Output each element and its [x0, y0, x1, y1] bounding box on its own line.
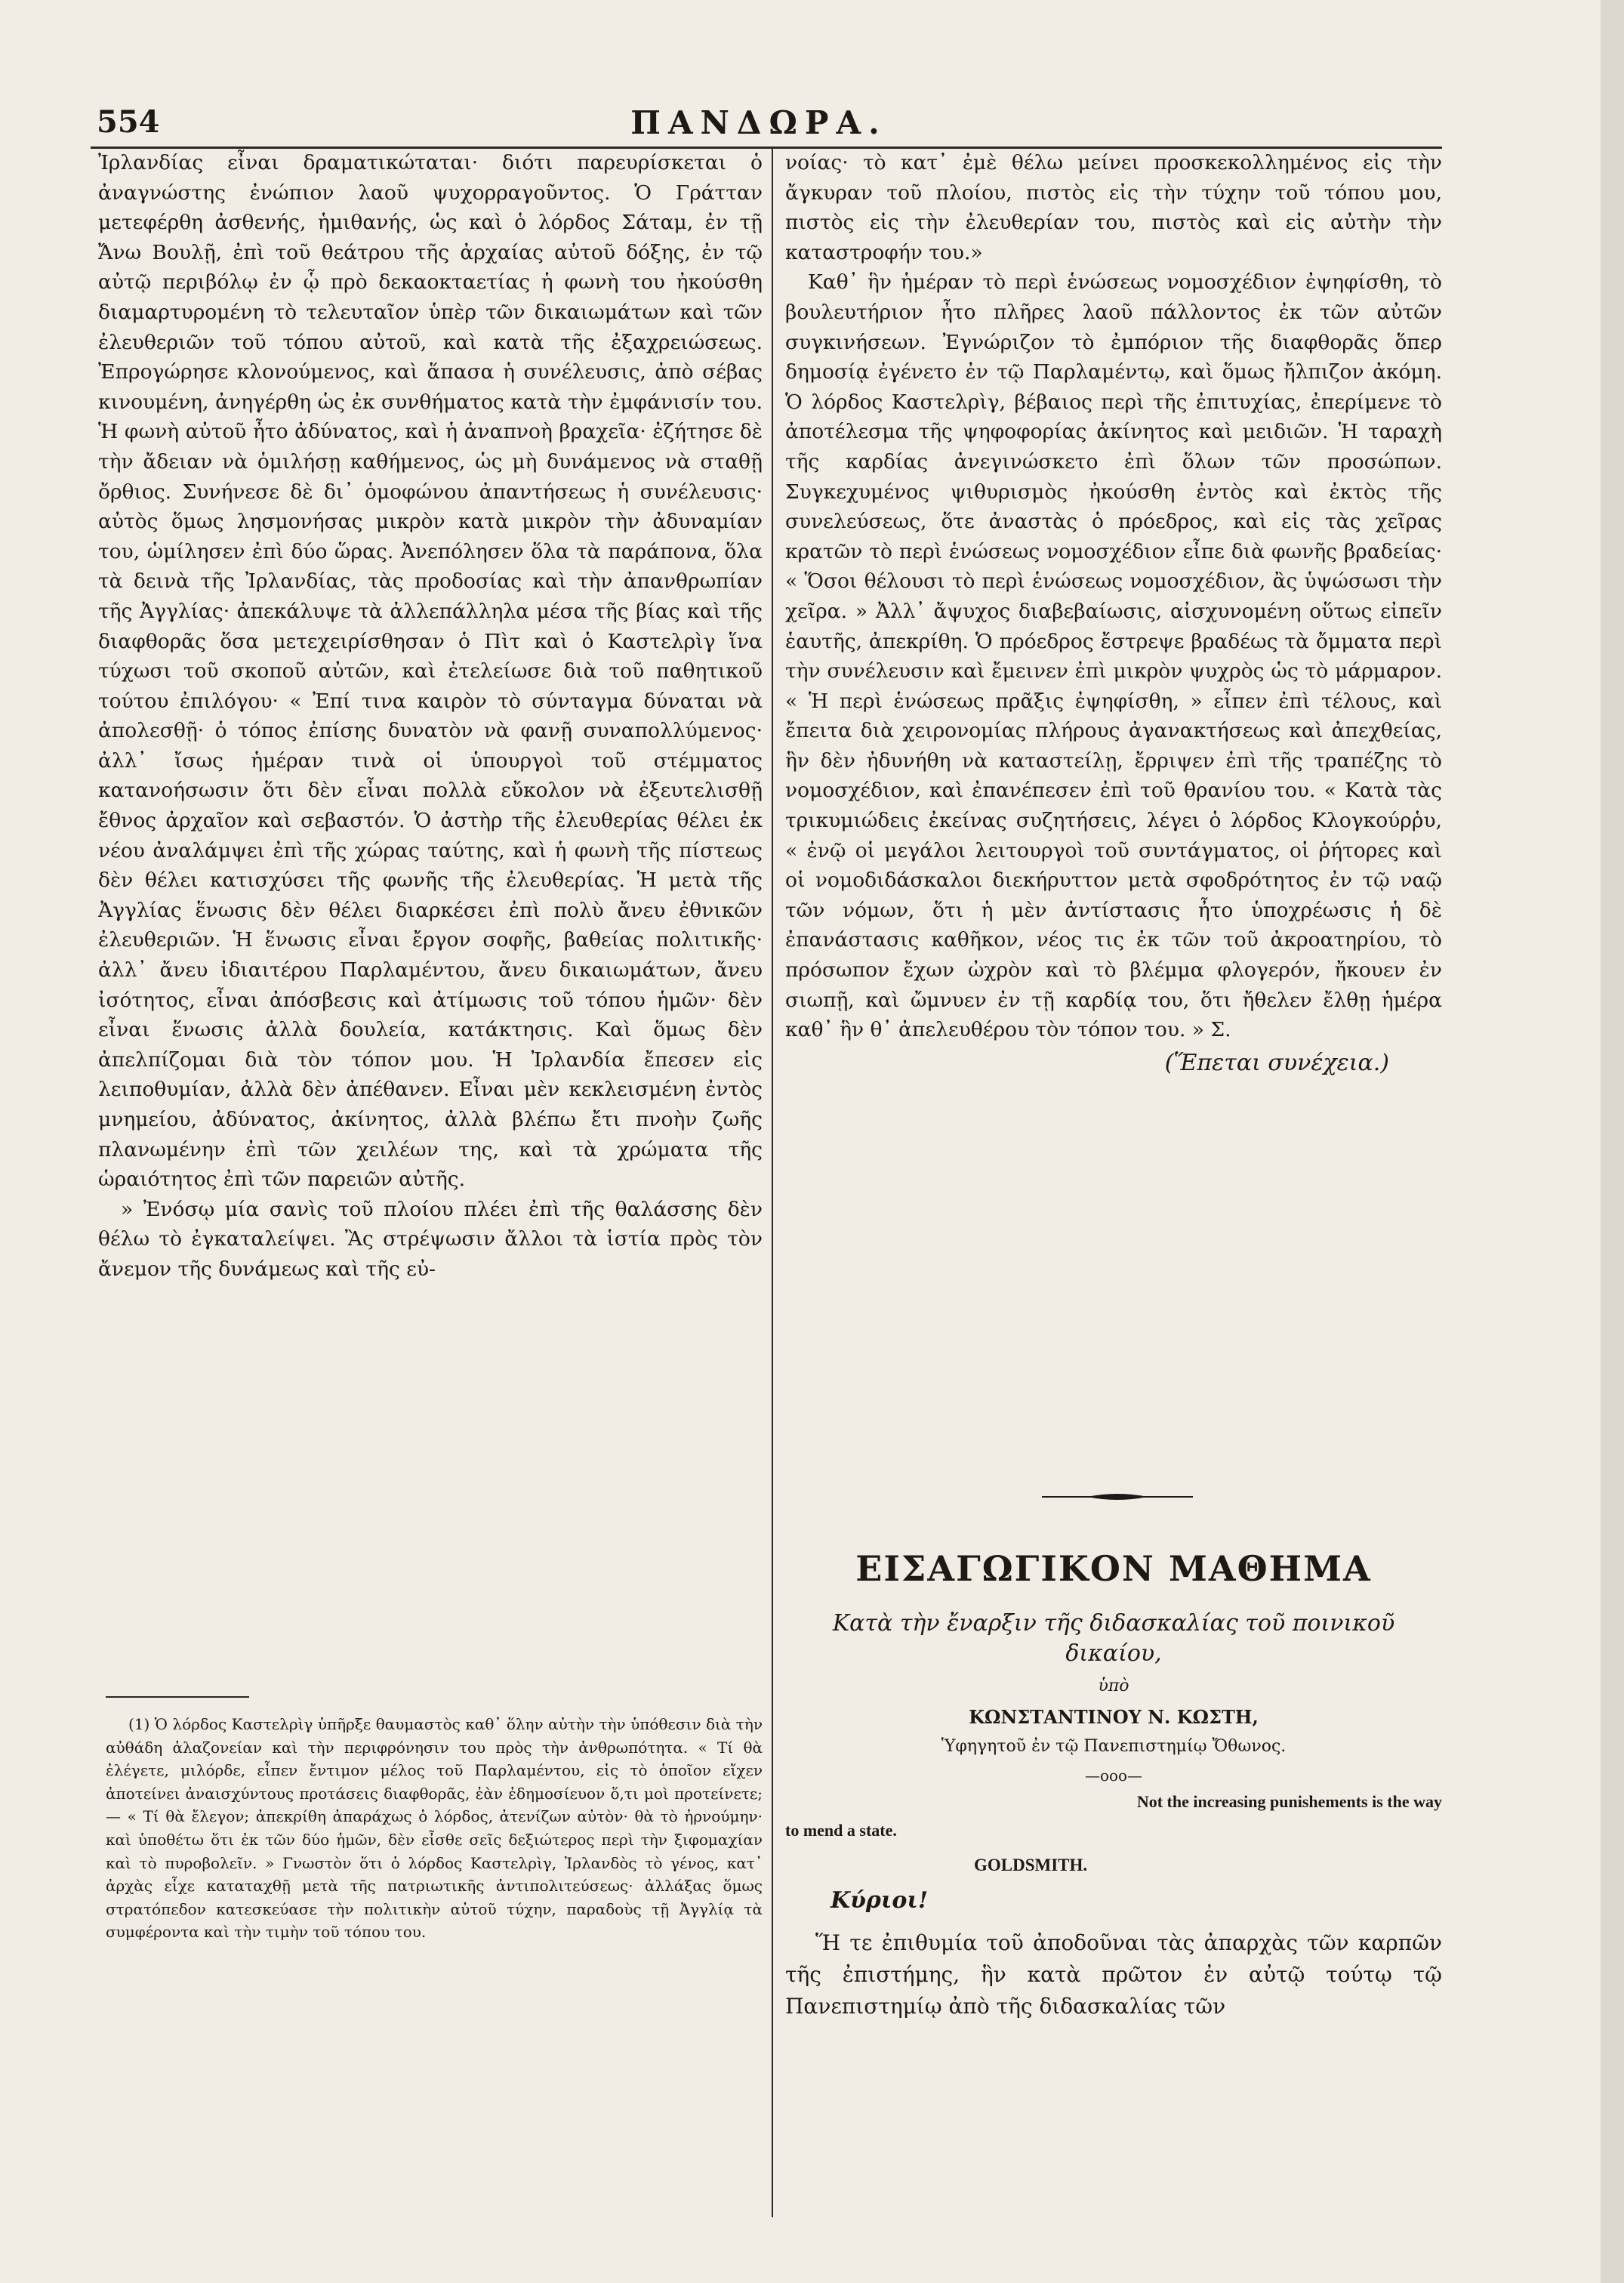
epigraph-author: GOLDSMITH. [974, 1856, 1088, 1874]
continued-note: (Ἕπεται συνέχεια.) [1164, 1049, 1389, 1076]
right-paragraph-1: νοίας· τὸ κατ᾽ ἐμὲ θέλω μείνει προσκεκολλημένος εἰς τὴν ἄγκυραν τοῦ πλοίου, πιστὸς εἰς τὴν τύχην τοῦ τόπου μου, πιστὸς εἰς τὴν ἐλευθερίαν του, πιστὸς καὶ εἰς αὐτὴν τὴν καταστροφήν του.» [785, 151, 1442, 264]
page-header [91, 98, 1427, 151]
byline-word: ὑπὸ [1098, 1677, 1129, 1695]
author-affiliation: Ὑφηγητοῦ ἐν τῷ Πανεπιστημίῳ Ὄθωνος. [941, 1737, 1287, 1756]
running-title: ΠΑΝΔΩΡΑ. [630, 104, 887, 141]
ornamental-divider [1042, 1492, 1193, 1502]
article-title: ΕΙΣΑΓΩΓΙΚΟΝ ΜΑΘΗΜΑ [855, 1548, 1372, 1589]
left-paragraph-2: » Ἐνόσῳ μία σανὶς τοῦ πλοίου πλέει ἐπὶ τῆς θαλάσσης δὲν θέλω τὸ ἐγκαταλείψει. Ἂς στρέψωσιν ἄλλοι τὰ ἱστία πρὸς τὸν ἄνεμον τῆς δυνάμεως καὶ τῆς εὐ- [98, 1197, 763, 1281]
column-divider [772, 148, 773, 2217]
footnote-text: (1) Ὁ λόρδος Καστελρὶγ ὑπῆρξε θαυμαστὸς καθ᾽ ὅλην αὐτὴν τὴν ὑπόθεσιν διὰ τὴν αὐθάδη ἀλαζονείαν καὶ τὴν περιφρόνησιν του πρὸς τὴν ἀνθρωπότητα. « Τί θὰ ἐλέγετε, μιλόρδε, εἶπεν ἔντιμον μέλος τοῦ Παρλαμέντου, εἰς τὸ ὁποῖον εἴχεν ἀποτείνει ἀναισχύντους προτάσεις διαφθορᾶς, ἐὰν ἐδημοσίευον ὅ,τι μοὶ προτείνετε; — « Τί θὰ ἔλεγον; ἀπεκρίθη ἀπαράχως ὁ λόρδος, ἀτενίζων αὐτὸν· θὰ τὸ ἠρνούμην· καὶ ὑποθέτω ὅτι ἐκ τῶν δύο ἡμῶν, δὲν εἶσθε σεῖς δεξιώτερος περὶ τὴν ξιφομαχίαν καὶ τὸ πυροβολεῖν. » Γνωστὸν ὅτι ὁ λόρδος Καστελρὶγ, Ἰρλανδὸς τὸ γένος, κατ᾽ ἀρχὰς εἶχε καταταχθῇ μετὰ τῆς πατριωτικῆς ἀντιπολιτεύσεως· ἀλλάξας ὅμως στρατόπεδον κατεσκεύασε τὴν πολιτικὴν αὐτοῦ τύχην, παραδοὺς τῇ Ἀγγλίᾳ τὰ συμφέροντα καὶ τὴν τιμὴν τοῦ τόπου του. [106, 1715, 763, 1942]
epigraph-line-1: Not the increasing punishements is the way [1136, 1792, 1442, 1811]
footnote-rule [106, 1696, 249, 1698]
article-intro-lecture [785, 1548, 1442, 2258]
article-subtitle: Κατὰ τὴν ἔναρξιν τῆς διδασκαλίας τοῦ ποινικοῦ δικαίου, [832, 1610, 1395, 1667]
page-number: 554 [97, 104, 160, 140]
article-body: Ἥ τε ἐπιθυμία τοῦ ἀποδοῦναι τὰς ἀπαρχὰς τῶν καρπῶν τῆς ἐπιστήμης, ἣν κατὰ πρῶτον ἐν αὐτῷ τούτῳ τῷ Πανεπιστημίῳ ἀπὸ τῆς διδασκαλίας τῶν [785, 1930, 1442, 2019]
left-column [98, 148, 763, 1666]
right-paragraph-2: Καθ᾽ ἣν ἡμέραν τὸ περὶ ἑνώσεως νομοσχέδιον ἐψηφίσθη, τὸ βουλευτήριον ἦτο πλῆρες λαοῦ πάλλοντος ἐκ τῶν αὐτῶν συγκινήσεων. Ἐγνώριζον τὸ ἐμπόριον τῆς διαφθορᾶς ὅπερ δημοσίᾳ ἐγένετο ἐν τῷ Παρλαμέντῳ, καὶ ὅμως ἤλπιζον ἀκόμη. Ὁ λόρδος Καστελρὶγ, βέβαιος περὶ τῆς ἐπιτυχίας, ἐπερίμενε τὸ ἀποτέλεσμα τῆς ψηφοφορίας ἀκίνητος καὶ μειδιῶν. Ἡ ταραχὴ τῆς καρδίας ἀνεγινώσκετο ἐπὶ ὅλων τῶν προσώπων. Συγκεχυμένος ψιθυρισμὸς ἠκούσθη ἐντὸς καὶ ἐκτὸς τῆς συνελεύσεως, ὅτε ἀναστὰς ὁ πρόεδρος, καὶ εἰς τὰς χεῖρας κρατῶν τὸ περὶ ἑνώσεως νομοσχέδιον εἶπε διὰ φωνῆς βραδείας· « Ὅσοι θέλουσι τὸ περὶ ἑνώσεως νομοσχέδιον, ἂς ὑψώσωσι τὴν χεῖρα. » Ἀλλ᾽ ἄψυχος διαβεβαίωσις, αἰσχυνομένη οὕτως εἰπεῖν ἑαυτῆς, ἀπεκρίθη. Ὁ πρόεδρος ἔστρεψε βραδέως τὰ ὄμματα περὶ τὴν συνέλευσιν καὶ ἔμεινεν ἐπὶ μικρὸν ψυχρὸς ὡς τὸ μάρμαρον. « Ἡ περὶ ἑνώσεως πρᾶξις ἐψηφίσθη, » εἶπεν ἐπὶ τέλους, καὶ ἔπειτα διὰ χειρονομίας πλήρους ἀγανακτήσεως καὶ ἀπεχθείας, ἣν δὲν ἠδυνήθη νὰ καταστείλῃ, ἔρριψεν ἐπὶ τῆς τραπέζης τὸ νομοσχέδιον, καὶ ἐπανέπεσεν ἐπὶ τοῦ θρανίου του. « Κατὰ τὰς τρικυμιώδεις ἐκείνας συζητήσεις, λέγει ὁ λόρδος Κλογκούρῥυ, « ἐνῷ οἱ μεγάλοι λειτουργοὶ τοῦ συντάγματος, οἱ ῥήτορες καὶ οἱ νομοδιδάσκαλοι διεκήρυττον μετὰ σφοδρότητος ἐν τῷ ναῷ τῶν νόμων, ὅτι ἡ μὲν ἀντίστασις ἦτο ὑποχρέωσις ἡ δὲ ἐπανάστασις καθῆκον, νέος τις ἐκ τῶν τοῦ ἀκροατηρίου, τὸ πρόσωπον ἔχων ὠχρὸν καὶ τὸ βλέμμα φλογερόν, ἤκουεν ἐν σιωπῇ, καὶ ὤμνυεν ἐν τῇ καρδίᾳ του, ὅτι ἤθελεν ἔλθῃ ἡμέρα καθ᾽ ἣν θ᾽ ἀπελευθέρου τὸν τόπον του. » Σ. [785, 270, 1442, 1042]
section-separator: —ooo— [1084, 1766, 1143, 1785]
right-column [785, 148, 1442, 1356]
page-edge-shadow [1601, 0, 1624, 2283]
footnote [106, 1713, 763, 2211]
salutation: Κύριοι! [830, 1887, 929, 1914]
epigraph-line-2: to mend a state. [785, 1821, 897, 1840]
left-paragraph-1: Ἰρλανδίας εἶναι δραματικώταται· διότι παρευρίσκεται ὁ ἀναγνώστης ἐνώπιον λαοῦ ψυχορραγοῦντος. Ὁ Γράτταν μετεφέρθη ἀσθενής, ἡμιθανής, ὡς καὶ ὁ λόρδος Σάταμ, ἐν τῇ Ἄνω Βουλῇ, ἐπὶ τοῦ θεάτρου τῆς ἀρχαίας αὐτοῦ δόξης, ἐν τῷ αὐτῷ περιβόλῳ ἐν ᾧ πρὸ δεκαοκταετίας ἡ φωνὴ του ἠκούσθη διαμαρτυρομένη τὸ τελευταῖον ὑπὲρ τῶν δικαιωμάτων καὶ τῶν ἐλευθεριῶν τοῦ τόπου αὐτοῦ, καὶ κατὰ τῆς ἐξαχρειώσεως. Ἐπρογώρησε κλονούμενος, καὶ ἅπασα ἡ συνέλευσις, ἀπὸ σέβας κινουμένη, ἀνηγέρθη ὡς ἐκ συνθήματος κατὰ τὴν ἐμφάνισίν του. Ἡ φωνὴ αὐτοῦ ἦτο ἀδύνατος, καὶ ἡ ἀναπνοὴ βραχεῖα· ἐζήτησε δὲ τὴν ἄδειαν νὰ ὁμιλήσῃ καθήμενος, ὡς μὴ δυνάμενος νὰ σταθῇ ὄρθιος. Συνήνεσε δὲ δι᾽ ὁμοφώνου ἀπαντήσεως ἡ συνέλευσις· αὐτὸς ὅμως λησμονήσας μικρὸν κατὰ μικρὸν τὴν ἀδυναμίαν του, ὡμίλησεν ἐπὶ δύο ὥρας. Ἀνεπόλησεν ὅλα τὰ παράπονα, ὅλα τὰ δεινὰ τῆς Ἰρλανδίας, τὰς προδοσίας καὶ τὴν ἀπανθρωπίαν τῆς Ἀγγλίας· ἀπεκάλυψε τὰ ἀλλεπάλληλα μέσα τῆς βίας καὶ τῆς διαφθορᾶς ὅσα μετεχειρίσθησαν ὁ Πὶτ καὶ ὁ Καστελρὶγ ἵνα τύχωσι τοῦ σκοποῦ αὐτῶν, καὶ ἐτελείωσε διὰ τοῦ παθητικοῦ τούτου ἐπιλόγου· « Ἐπί τινα καιρὸν τὸ σύνταγμα δύναται νὰ ἀπολεσθῇ· ὁ τόπος ἐπίσης δυνατὸν νὰ φανῇ συναπολλύμενος· ἀλλ᾽ ἴσως ἡμέραν τινὰ οἱ ὑπουργοὶ τοῦ στέμματος κατανοήσωσιν ὅτι δὲν εἶναι πολλὰ εὔκολον νὰ ἐξευτελισθῇ ἔθνος ἀρχαῖον καὶ σεβαστόν. Ὁ ἀστὴρ τῆς ἐλευθερίας θέλει ἐκ νέου ἀναλάμψει ἐπὶ τῆς χώρας ταύτης, καὶ ἡ φωνὴ τῆς πίστεως δὲν θέλει κατισχύσει τῆς φωνῆς τῆς ἐλευθερίας. Ἡ μετὰ τῆς Ἀγγλίας ἕνωσις δὲν θέλει διαρκέσει ἐπὶ πολὺ ἄνευ ἐθνικῶν ἐλευθεριῶν. Ἡ ἕνωσις εἶναι ἔργον σοφῆς, βαθείας πολιτικῆς· ἀλλ᾽ ἄνευ ἰδιαιτέρου Παρλαμέντου, ἄνευ δικαιωμάτων, ἄνευ ἰσότητος, εἶναι ἀπόσβεσις καὶ ἀτίμωσις τοῦ τόπου ἡμῶν· δὲν εἶναι ἕνωσις ἀλλὰ δουλεία, κατάκτησις. Καὶ ὅμως δὲν ἀπελπίζομαι διὰ τὸν τόπον μου. Ἡ Ἰρλανδία ἔπεσεν εἰς λειποθυμίαν, ἀλλὰ δὲν ἀπέθανεν. Εἶναι μὲν κεκλεισμένη ἐντὸς μνημείου, ἀδύνατος, ἀκίνητος, ἀλλὰ βλέπω ἔτι πνοὴν ζωῆς πλανωμένην ἐπὶ τῶν χειλέων της, καὶ τὰ χρώματα τῆς ὡραιότητος ἐπὶ τῶν παρειῶν αὐτῆς. [98, 151, 763, 1192]
article-author: ΚΩΝΣΤΑΝΤΙΝΟΥ Ν. ΚΩΣΤΗ, [969, 1706, 1259, 1728]
